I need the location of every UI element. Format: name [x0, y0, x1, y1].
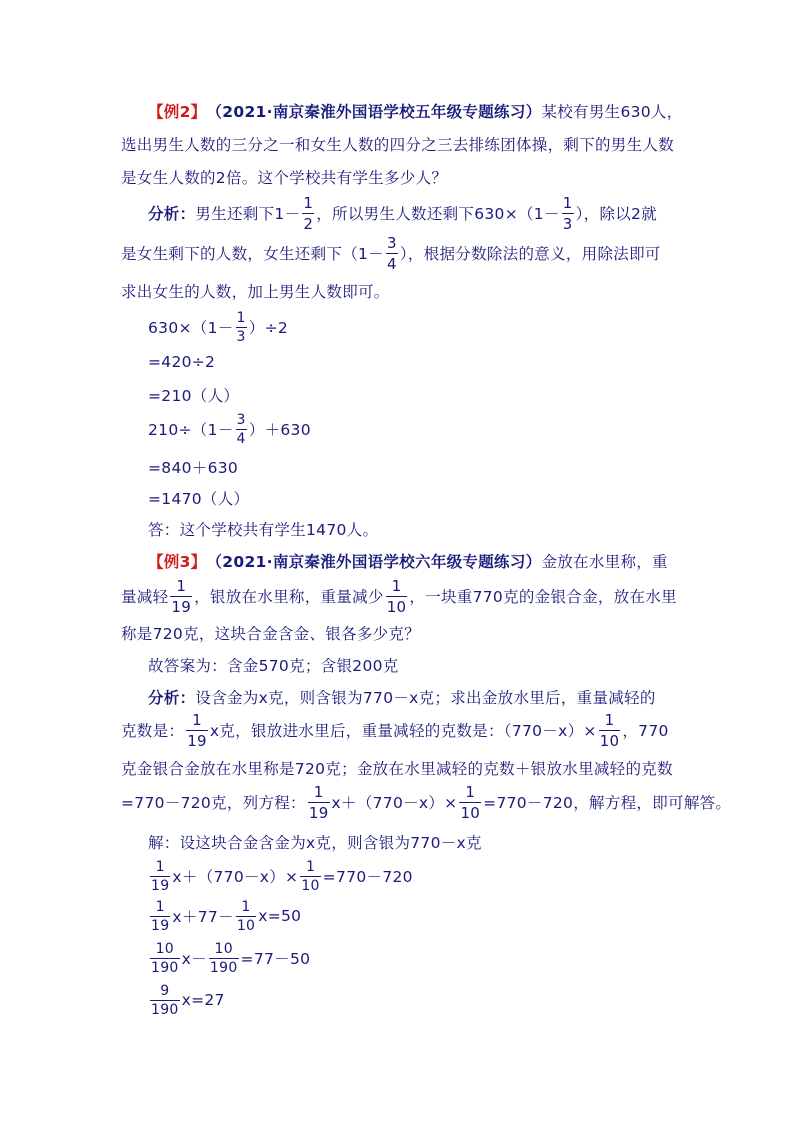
ex2-s1-post: ）÷2: [248, 319, 289, 337]
ex2-step-4: [148, 412, 311, 446]
ex3-a4-post: =770－720，解方程，即可解答。: [483, 794, 732, 812]
ex3-e3-mid: x－: [181, 950, 207, 968]
ex3-a4-pre: =770－720克，列方程：: [121, 794, 306, 812]
ex2-q1: 某校有男生630人，: [541, 103, 683, 121]
fraction-one-tenth: $\frac{1}{10}$: [386, 576, 407, 616]
fraction-one-tenth: $\frac{1}{10}$: [460, 782, 481, 822]
fraction-one-nineteenth: $\frac{1}{19}$: [187, 710, 207, 750]
ex3-question-line-2: [121, 578, 677, 614]
ex2-step-3: =210（人）: [148, 387, 240, 405]
ex2-answer: 答：这个学校共有学生1470人。: [148, 521, 379, 539]
ex3-final-answer: 故答案为：含金570克；含银200克: [148, 657, 399, 675]
ex3-a2-mid: x克，银放进水里后，重量减轻的克数是：（770－x）×: [209, 722, 597, 740]
ex2-question-line-2: 选出男生人数的三分之一和女生人数的四分之三去排练团体操，剩下的男生人数: [121, 136, 675, 154]
fraction-one-half: $\frac{1}{2}$: [303, 193, 314, 233]
ex2-a1-post: ），除以2就: [575, 205, 658, 223]
ex2-a2-pre: 是女生剩下的人数，女生还剩下（1－: [121, 245, 384, 263]
ex2-source: （2021·南京秦淮外国语学校五年级专题练习）: [206, 103, 542, 121]
ex2-s1-pre: 630×（1－: [148, 319, 234, 337]
ex3-equation-3: [148, 940, 310, 976]
ex3-equation-4: [148, 982, 225, 1018]
ex2-step-1: [148, 310, 288, 344]
ex2-a1-mid: ，所以男生人数还剩下630×（1－: [316, 205, 560, 223]
ex3-equation-2: [148, 898, 301, 934]
ex3-a2-post: ，770: [622, 722, 669, 740]
fraction-one-third: $\frac{1}{3}$: [236, 309, 246, 345]
ex3-q2-pre: 量减轻: [121, 588, 169, 606]
ex2-analysis-line-2: [121, 233, 661, 273]
fraction-one-tenth: $\frac{1}{10}$: [301, 858, 320, 894]
ex2-question-line-1: [148, 100, 683, 122]
ex3-analysis-line-3: 克金银合金放在水里称是720克；金放在水里减轻的克数＋银放水里减轻的克数: [121, 760, 673, 778]
ex2-s4-pre: 210÷（1－: [148, 421, 234, 439]
ex3-e1-post: =770－720: [322, 868, 413, 886]
ex2-tag: 【例2】: [148, 103, 207, 121]
ex3-e1-mid: x＋（770－x）×: [172, 868, 299, 886]
ex3-analysis-line-4: [121, 784, 731, 820]
fraction-one-nineteenth: $\frac{1}{19}$: [308, 782, 329, 822]
fraction-ten-over-190: $\frac{10}{190}$: [209, 940, 238, 976]
ex2-step-6: =1470（人）: [148, 490, 250, 508]
ex2-a2-post: ），根据分数除法的意义，用除法即可: [399, 245, 661, 263]
ex3-q2-mid: ，银放在水里称，重量减少: [194, 588, 384, 606]
ex3-e4-post: x=27: [181, 991, 225, 1009]
ex2-step-5: =840＋630: [148, 459, 239, 477]
ex2-question-line-3: 是女生人数的2倍。这个学校共有学生多少人？: [121, 169, 448, 187]
ex3-q1: 金放在水里称，重: [541, 553, 668, 571]
ex2-a1-pre: 男生还剩下1－: [195, 205, 301, 223]
ex3-a4-mid: x＋（770－x）×: [331, 794, 458, 812]
ex3-a1: 设含金为x克，则含银为770－x克；求出金放水里后，重量减轻的: [195, 689, 656, 707]
ex2-analysis-line-3: 求出女生的人数，加上男生人数即可。: [121, 283, 390, 301]
fraction-one-nineteenth: $\frac{1}{19}$: [151, 858, 170, 894]
ex3-e2-mid: x＋77－: [172, 908, 234, 926]
ex3-a2-pre: 克数是：: [121, 722, 185, 740]
ex3-source: （2021·南京秦淮外国语学校六年级专题练习）: [206, 553, 542, 571]
fraction-nine-over-190: $\frac{9}{190}$: [151, 982, 179, 1018]
fraction-three-fourths: $\frac{3}{4}$: [236, 411, 246, 447]
ex2-step-2: =420÷2: [148, 353, 216, 371]
fraction-one-tenth: $\frac{1}{10}$: [599, 710, 620, 750]
ex3-tag: 【例3】: [148, 553, 207, 571]
ex2-analysis-line-1: [148, 193, 658, 233]
fraction-one-nineteenth: $\frac{1}{19}$: [171, 576, 192, 616]
fraction-ten-over-190: $\frac{10}{190}$: [151, 940, 179, 976]
ex3-question-line-3: 称是720克，这块合金含金、银各多少克？: [121, 625, 421, 643]
ex3-analysis-line-1: [148, 686, 656, 708]
ex3-q2-post: ，一块重770克的金银合金，放在水里: [409, 588, 677, 606]
fraction-one-third: $\frac{1}{3}$: [562, 193, 573, 233]
ex3-e2-post: x=50: [258, 907, 302, 925]
ex2-analysis-label: 分析：: [148, 205, 196, 223]
ex2-s4-post: ）＋630: [248, 421, 311, 439]
ex3-solution-intro: 解：设这块合金含金为x克，则含银为770－x克: [148, 834, 482, 852]
ex3-e3-post: =77－50: [240, 950, 311, 968]
ex3-analysis-line-2: [121, 712, 669, 748]
ex3-question-line-1: [148, 550, 668, 572]
fraction-one-nineteenth: $\frac{1}{19}$: [151, 898, 170, 934]
fraction-three-fourths: $\frac{3}{4}$: [386, 233, 397, 273]
ex3-equation-1: [148, 858, 413, 894]
ex3-analysis-label: 分析：: [148, 689, 196, 707]
fraction-one-tenth: $\frac{1}{10}$: [236, 898, 256, 934]
